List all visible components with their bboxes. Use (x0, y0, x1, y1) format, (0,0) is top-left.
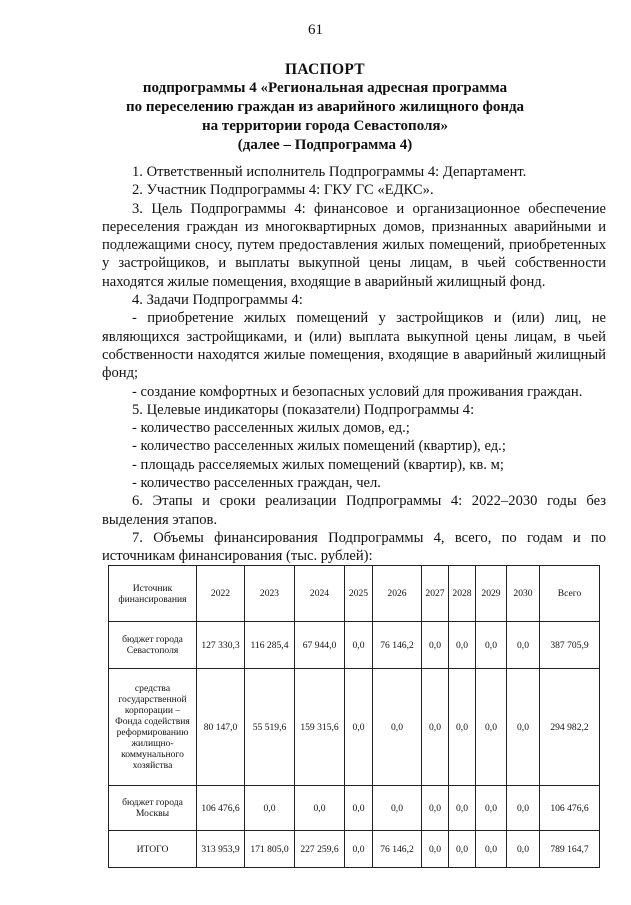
table-total-row (109, 831, 600, 868)
page-number: 61 (308, 22, 323, 38)
table-cell: 0,0 (449, 786, 476, 831)
table-cell: 0,0 (422, 831, 449, 868)
table-cell: 0,0 (373, 669, 422, 786)
table-cell: 0,0 (507, 786, 540, 831)
task-1: - приобретение жилых помещений у застройщиков и (или) лиц, не являющихся застройщиками, и (или) выплата выкупной цены лицам, в чьей собственности находятся жилые помещения, входящие в аварийный жилищный фонд; (102, 310, 606, 382)
header-cell: 2023 (245, 566, 295, 622)
table-cell: 106 476,6 (540, 786, 600, 831)
table-cell: 0,0 (345, 786, 373, 831)
table-cell: бюджет города Москвы (109, 786, 197, 831)
header-cell: 2025 (345, 566, 373, 622)
title-line-3: по переселению граждан из аварийного жилищного фонда (125, 99, 525, 115)
table-cell: 67 944,0 (295, 622, 345, 669)
indicator-2: - количество расселенных жилых помещений (квартир), ед.; (132, 438, 506, 455)
table-cell: 0,0 (295, 786, 345, 831)
header-cell: 2022 (197, 566, 245, 622)
table-cell: 0,0 (373, 786, 422, 831)
table-cell: 106 476,6 (197, 786, 245, 831)
header-cell: Всего (540, 566, 600, 622)
title-line-5: (далее – Подпрограмма 4) (237, 137, 413, 153)
indicator-3: - площадь расселяемых жилых помещений (квартир), кв. м; (132, 456, 504, 473)
table-cell: 116 285,4 (245, 622, 295, 669)
table-cell: 0,0 (476, 669, 507, 786)
item-5-indicators-heading: 5. Целевые индикаторы (показатели) Подпрограммы 4: (132, 401, 475, 418)
financing-table (108, 565, 600, 868)
item-4-tasks-heading: 4. Задачи Подпрограммы 4: (132, 292, 303, 309)
title-line-2: подпрограммы 4 «Региональная адресная программа (142, 80, 508, 96)
table-cell: 789 164,7 (540, 831, 600, 868)
table-cell: 0,0 (422, 669, 449, 786)
table-cell: 0,0 (422, 786, 449, 831)
table-cell: 0,0 (507, 831, 540, 868)
task-2: - создание комфортных и безопасных условий для проживания граждан. (132, 383, 583, 400)
table-cell: 0,0 (449, 669, 476, 786)
table-cell: бюджет города Севастополя (109, 622, 197, 669)
table-cell: 76 146,2 (373, 622, 422, 669)
table-cell: 227 259,6 (295, 831, 345, 868)
table-cell: 0,0 (345, 669, 373, 786)
table-cell: 313 953,9 (197, 831, 245, 868)
table-cell: 171 805,0 (245, 831, 295, 868)
table-cell: 0,0 (449, 831, 476, 868)
table-cell: 76 146,2 (373, 831, 422, 868)
table-cell: 0,0 (507, 622, 540, 669)
table-cell: 0,0 (507, 669, 540, 786)
table-row (109, 669, 600, 786)
table-cell: 0,0 (476, 831, 507, 868)
table-cell: 0,0 (345, 831, 373, 868)
table-cell: 0,0 (422, 622, 449, 669)
table-cell: 80 147,0 (197, 669, 245, 786)
table-cell: ИТОГО (109, 831, 197, 868)
passport-body (102, 163, 606, 566)
item-6-stages: 6. Этапы и сроки реализации Подпрограммы 4: 2022–2030 годы без выделения этапов. (102, 493, 606, 528)
table-cell: 159 315,6 (295, 669, 345, 786)
header-cell: Источник финансирования (109, 566, 197, 622)
table-cell: 55 519,6 (245, 669, 295, 786)
table-cell: 0,0 (476, 622, 507, 669)
table-cell: 127 330,3 (197, 622, 245, 669)
table-cell: 0,0 (449, 622, 476, 669)
header-cell: 2030 (507, 566, 540, 622)
table-cell: 387 705,9 (540, 622, 600, 669)
header-cell: 2027 (422, 566, 449, 622)
header-cell: 2028 (449, 566, 476, 622)
item-1-executor: 1. Ответственный исполнитель Подпрограммы 4: Департамент. (132, 164, 527, 180)
item-2-participant: 2. Участник Подпрограммы 4: ГКУ ГС «ЕДКС». (132, 182, 434, 199)
header-cell: 2024 (295, 566, 345, 622)
indicator-4: - количество расселенных граждан, чел. (132, 475, 381, 492)
indicator-1: - количество расселенных жилых домов, ед.; (132, 420, 410, 437)
table-cell: 294 982,2 (540, 669, 600, 786)
title-passport: ПАСПОРТ (285, 61, 365, 78)
title-line-4: на территории города Севастополя» (201, 118, 449, 134)
table-row (109, 786, 600, 831)
document-title (60, 60, 590, 155)
table-row (109, 622, 600, 669)
header-cell: 2026 (373, 566, 422, 622)
header-cell: 2029 (476, 566, 507, 622)
table-cell: средства государственной корпорации – Фонда содействия реформированию жилищно-коммунального хозяйства (109, 669, 197, 786)
table-cell: 0,0 (476, 786, 507, 831)
item-3-goal: 3. Цель Подпрограммы 4: финансовое и организационное обеспечение переселения граждан из многоквартирных домов, признанных аварийными и подлежащими сносу, путем предоставления жилых помещений, приобретенных у застройщиков, и выплаты выкупной цены лицам, в чьей собственности находятся жилые помещения, входящие в аварийный жилищный фонд. (102, 200, 606, 290)
item-7-financing: 7. Объемы финансирования Подпрограммы 4, всего, по годам и по источникам финансирования (тыс. рублей): (102, 529, 606, 565)
table-header-row (109, 566, 600, 622)
table-cell: 0,0 (345, 622, 373, 669)
table-cell: 0,0 (245, 786, 295, 831)
